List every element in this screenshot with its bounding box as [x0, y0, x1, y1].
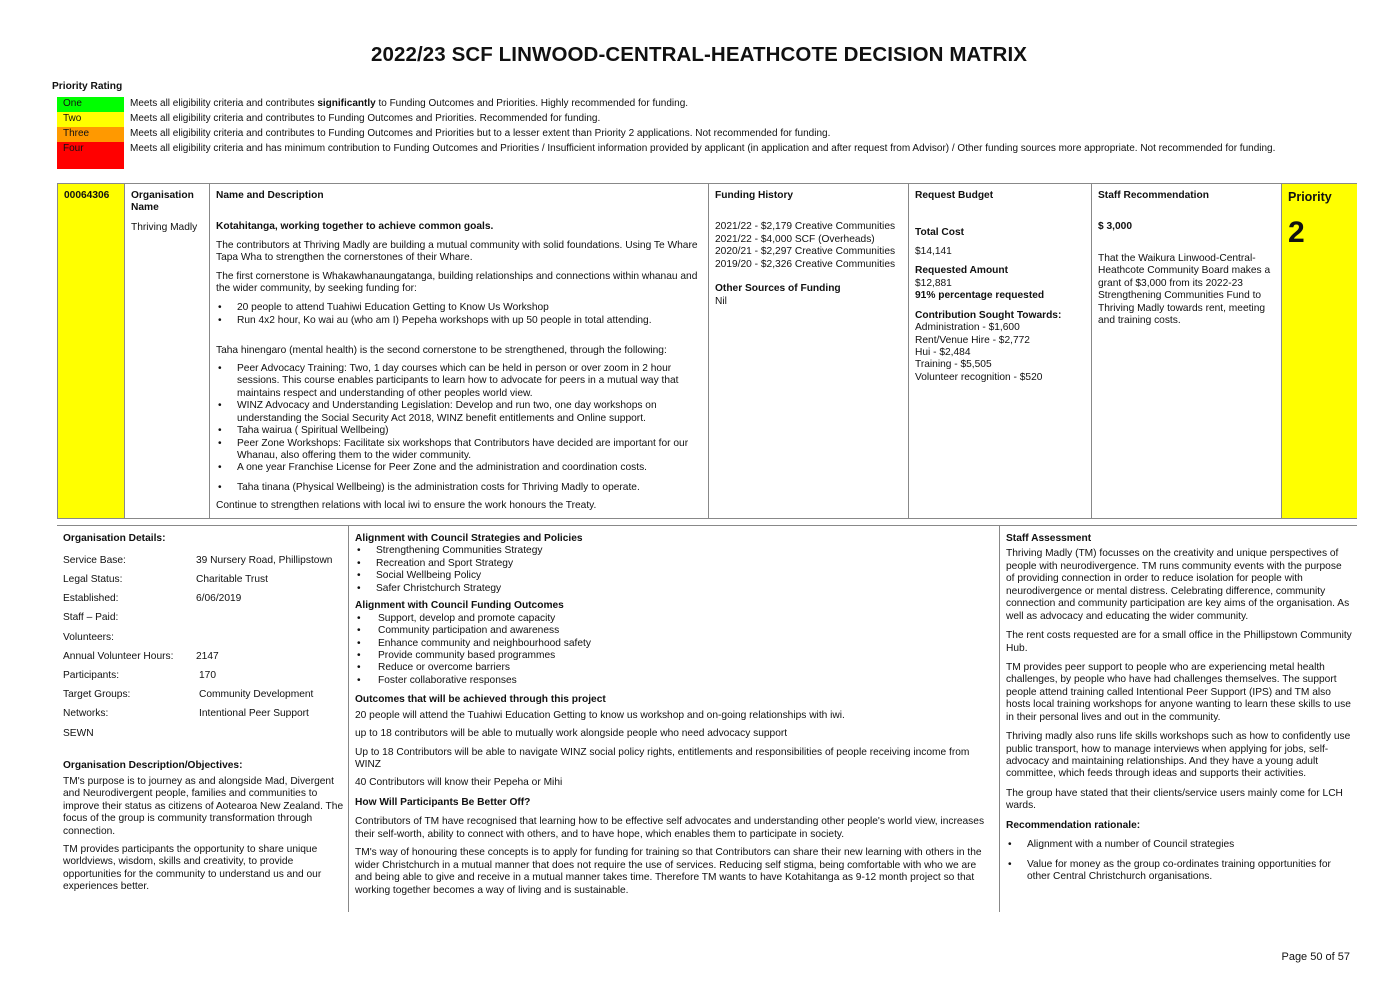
- priority-header: Priority: [1288, 190, 1332, 204]
- detail-value: 6/06/2019: [196, 593, 242, 605]
- other-sources-value: Nil: [715, 295, 727, 307]
- strategy-item: • Social Wellbeing Policy: [355, 570, 995, 582]
- alignment-section: [355, 525, 995, 912]
- priority-cell: [1282, 184, 1357, 518]
- strategy-item: • Safer Christchurch Strategy: [355, 583, 995, 595]
- other-sources-label: Other Sources of Funding: [715, 283, 841, 295]
- detail-label: Annual Volunteer Hours:: [63, 650, 174, 662]
- contribution-item: Administration - $1,600: [915, 322, 1020, 334]
- funding-items-list-1: [216, 302, 702, 328]
- requested-amount-label: Requested Amount: [915, 265, 1009, 277]
- funding-outcome-item: • Support, develop and promote capacity: [355, 613, 995, 625]
- funding-history-entry: 2021/22 - $2,179 Creative Communities: [715, 221, 896, 233]
- priority-rating-row: [57, 127, 1317, 142]
- detail-label: Networks:: [63, 708, 109, 720]
- priority-description-text: Meets all eligibility criteria and contributes to Funding Outcomes and Priorities. Recommended for funding.: [130, 113, 601, 124]
- priority-level-description: [124, 142, 1275, 169]
- funding-outcome-item: • Reduce or overcome barriers: [355, 662, 995, 674]
- assessment-paragraph: Thriving Madly (TM) focusses on the creativity and unique perspectives of people with neurodivergence. TM runs community events with the purpose of providing connection in order to reduce isolation for people with neurodivergence or mental distress. Celebrating difference, community connection and community participation are key aims of the organisation. As well as advocacy and educating the wider community.: [1006, 548, 1350, 622]
- name-description-cell: [210, 184, 709, 518]
- staff-assessment-section: [1006, 525, 1352, 912]
- contribution-list: [915, 322, 1085, 384]
- recommendation-text: That the Waikura Linwood-Central-Heathcote Community Board makes a grant of $3,000 from its 2022-23 Strengthening Communities Fund to Thriving Madly towards rent, meeting and training costs.: [1098, 252, 1271, 327]
- funding-outcome-item: • Foster collaborative responses: [355, 675, 995, 687]
- total-cost-value: $14,141: [915, 245, 952, 257]
- organisation-details-section: [63, 525, 345, 912]
- staff-assessment-paragraphs: [1006, 548, 1352, 812]
- detail-label: Participants:: [63, 669, 120, 681]
- priority-rating-row: [57, 142, 1317, 169]
- detail-value: 2147: [196, 650, 219, 662]
- staff-assessment-heading: Staff Assessment: [1006, 533, 1092, 544]
- funding-history-cell: [709, 184, 909, 518]
- detail-label: Legal Status:: [63, 574, 123, 585]
- priority-level-label: Three: [57, 127, 124, 142]
- achieved-outcomes-heading: Outcomes that will be achieved through this project: [355, 694, 606, 706]
- detail-row: [63, 609, 345, 628]
- assessment-paragraph: TM provides peer support to people who are experiencing metal health challenges, by people who have had challenges themselves. The support people attend training called Intentional Peer Support (IPS) and TM also hosts local training workshops for anyone wanting to learn these skills to use in their personal lives and out in the community.: [1006, 661, 1351, 723]
- name-description-header: Name and Description: [216, 190, 324, 201]
- application-id-cell: [58, 184, 125, 518]
- priority-description-text-end: to Funding Outcomes and Priorities. Highly recommended for funding.: [375, 98, 689, 109]
- description-paragraph-4: Continue to strengthen relations with local iwi to ensure the work honours the Treaty.: [216, 500, 597, 512]
- project-title: Kotahitanga, working together to achieve common goals.: [216, 221, 494, 233]
- funding-outcomes-heading: Alignment with Council Funding Outcomes: [355, 600, 564, 612]
- page-title: 2022/23 SCF LINWOOD-CENTRAL-HEATHCOTE DECISION MATRIX: [370, 43, 1028, 66]
- detail-value: 170: [199, 669, 216, 681]
- contribution-item: Volunteer recognition - $520: [915, 371, 1043, 383]
- description-paragraph-2: The first cornerstone is Whakawhanaungatanga, building relationships and connections within whanau and the wider community, by seeking funding for:: [216, 270, 698, 295]
- detail-label: Staff – Paid:: [63, 612, 119, 624]
- priority-level-label: One: [57, 97, 124, 112]
- funding-item: • Run 4x2 hour, Ko wai au (who am I) Pepeha workshops with up 50 people in total attending.: [216, 315, 702, 327]
- detail-row: [63, 647, 345, 666]
- achieved-outcome-item: Up to 18 Contributors will be able to navigate WINZ social policy rights, entitlements and responsibilities of people receiving income from WINZ: [355, 746, 970, 770]
- strategy-item: • Strengthening Communities Strategy: [355, 545, 995, 557]
- achieved-outcomes-list: [355, 710, 995, 790]
- priority-value: 2: [1288, 216, 1305, 250]
- rationale-item: • Value for money as the group co-ordinates training opportunities for other Central Christchurch organisations.: [1006, 859, 1352, 884]
- staff-recommendation-cell: [1092, 184, 1282, 518]
- total-cost-label: Total Cost: [915, 227, 965, 239]
- requested-amount-value: $12,881: [915, 277, 952, 289]
- funding-item: • Peer Zone Workshops: Facilitate six workshops that Contributors have decided are important for our Whanau, also offering them to the wider community.: [216, 438, 702, 463]
- priority-level-description: [124, 127, 830, 142]
- column-divider-2: [999, 526, 1000, 912]
- detail-value: Intentional Peer Support: [199, 708, 309, 720]
- funding-items-list-2: [216, 363, 702, 475]
- organisation-name-header: Organisation Name: [131, 190, 194, 214]
- detail-value: 39 Nursery Road, Phillipstown: [196, 554, 333, 566]
- rationale-heading: Recommendation rationale:: [1006, 819, 1141, 831]
- priority-level-description: [124, 97, 688, 112]
- application-table: [57, 183, 1357, 519]
- organisation-description-paragraph-2: TM provides participants the opportunity to share unique worldviews, wisdom, skills and creativity, to provide opportunities for the community to understand us and our experiences better.: [63, 843, 322, 893]
- detail-label: SEWN: [63, 727, 94, 739]
- description-paragraph-1: The contributors at Thriving Madly are building a mutual community with solid foundations. Using Te Whare Tapa Wha to strengthen the cornerstones of their Whare.: [216, 239, 698, 264]
- priority-description-text: Meets all eligibility criteria and contributes: [130, 98, 318, 109]
- organisation-description-paragraph-1: TM's purpose is to journey as and alongside Mad, Divergent and Neurodivergent people, families and communities to improve their status as citizens of Aotearoa New Zealand. The focus of the group is community transformation through connection.: [63, 775, 344, 837]
- detail-row: [63, 551, 345, 570]
- detail-label: Established:: [63, 593, 119, 605]
- organisation-description-heading: Organisation Description/Objectives:: [63, 760, 243, 772]
- funding-history-entry: 2021/22 - $4,000 SCF (Overheads): [715, 233, 875, 245]
- contribution-item: Training - $5,505: [915, 359, 992, 371]
- detail-label: Target Groups:: [63, 689, 131, 701]
- strategies-heading: Alignment with Council Strategies and Policies: [355, 533, 583, 544]
- organisation-name-cell: [125, 184, 210, 518]
- priority-description-emphasis: significantly: [317, 98, 376, 109]
- funding-item: • Taha wairua ( Spiritual Wellbeing): [216, 425, 702, 437]
- detail-value: Charitable Trust: [196, 574, 268, 585]
- funding-item: • 20 people to attend Tuahiwi Education Getting to Know Us Workshop: [216, 302, 702, 314]
- detail-value: Community Development: [199, 689, 314, 701]
- achieved-outcome-item: 20 people will attend the Tuahiwi Education Getting to know us workshop and on-going relationships with iwi.: [355, 709, 845, 721]
- funding-item: • A one year Franchise License for Peer Zone and the administration and coordination costs.: [216, 462, 702, 474]
- detail-row: [63, 667, 345, 686]
- funding-outcome-item: • Provide community based programmes: [355, 650, 995, 662]
- detail-row: [63, 724, 345, 743]
- assessment-paragraph: The rent costs requested are for a small office in the Phillipstown Community Hub.: [1006, 630, 1352, 654]
- application-id: 00064306: [64, 190, 110, 201]
- funding-item: • Peer Advocacy Training: Two, 1 day courses which can be held in person or over zoom in 2 hour sessions. This course enables participants to learn how to advocate for peers in a mutual way that maintains respect and understanding of other peoples world view.: [216, 363, 702, 400]
- strategies-list: [355, 545, 995, 595]
- contribution-item: Rent/Venue Hire - $2,772: [915, 334, 1030, 346]
- organisation-details-list: [63, 551, 345, 743]
- strategy-item: • Recreation and Sport Strategy: [355, 558, 995, 570]
- contribution-label: Contribution Sought Towards:: [915, 309, 1062, 321]
- priority-rating-row: [57, 112, 1317, 127]
- better-off-paragraph-1: Contributors of TM have recognised that learning how to be effective self advocates and understanding other people's world view, increases their self-worth, ability to connect with others, and to have hope, which enables them to participate in society.: [355, 816, 985, 840]
- detail-row: [63, 590, 345, 609]
- funding-history-entry: 2019/20 - $2,326 Creative Communities: [715, 258, 896, 270]
- detail-label: Volunteers:: [63, 631, 114, 643]
- column-divider-1: [348, 526, 349, 912]
- detail-row: [63, 686, 345, 705]
- detail-row: [63, 705, 345, 724]
- funding-item: • Taha tinana (Physical Wellbeing) is the administration costs for Thriving Madly to operate.: [216, 482, 702, 494]
- detail-row: [63, 628, 345, 647]
- rationale-item: • Alignment with a number of Council strategies: [1006, 839, 1352, 851]
- better-off-heading: How Will Participants Be Better Off?: [355, 796, 531, 808]
- priority-description-text: Meets all eligibility criteria and has minimum contribution to Funding Outcomes and Priorities / Insufficient information provided by applicant (in application and after request from Advisor) / Other funding sources more appropriate. Not recommended for funding.: [130, 143, 1276, 154]
- detail-row: [63, 571, 345, 590]
- funding-items-list-3: [216, 482, 702, 494]
- funding-history-header: Funding History: [715, 190, 794, 201]
- priority-level-label: Two: [57, 112, 124, 127]
- funding-item: • WINZ Advocacy and Understanding Legislation: Develop and run two, one day workshops on understanding the Social Security Act 2018, WINZ benefit entitlements and Online support.: [216, 400, 702, 425]
- better-off-paragraph-2: TM's way of honouring these concepts is to apply for funding for training so that Contributors can share their new learning with others in the wider Christchurch in a mutual manner that does not require the use of services. Reducing self stigma, being comfortable with who we are and being able to give and receive in a mutual manner takes time. Therefore TM wants to have Kotahitanga as 9-12 month project so that working together becomes a way of living and is sustainable.: [355, 847, 982, 896]
- page-number: Page 50 of 57: [1281, 951, 1350, 963]
- funding-outcome-item: • Enhance community and neighbourhood safety: [355, 638, 995, 650]
- rationale-list: [1006, 839, 1352, 883]
- staff-recommendation-header: Staff Recommendation: [1098, 190, 1209, 201]
- priority-description-text: Meets all eligibility criteria and contributes to Funding Outcomes and Priorities but to a lesser extent than Priority 2 applications. Not recommended for funding.: [130, 128, 831, 139]
- organisation-details-heading: Organisation Details:: [63, 533, 166, 544]
- priority-rating-row: [57, 97, 1317, 112]
- priority-level-description: [124, 112, 600, 127]
- request-budget-cell: [909, 184, 1092, 518]
- request-budget-header: Request Budget: [915, 190, 994, 201]
- achieved-outcome-item: up to 18 contributors will be able to mutually work alongside people who need advocacy support: [355, 728, 788, 740]
- achieved-outcome-item: 40 Contributors will know their Pepeha or Mihi: [355, 777, 563, 789]
- description-paragraph-3: Taha hinengaro (mental health) is the second cornerstone to be strengthened, through the following:: [216, 344, 667, 356]
- percentage-requested: 91% percentage requested: [915, 290, 1045, 302]
- funding-history-entry: 2020/21 - $2,297 Creative Communities: [715, 246, 896, 258]
- recommended-amount: $ 3,000: [1098, 221, 1132, 233]
- funding-history-list: [715, 221, 902, 271]
- contribution-item: Hui - $2,484: [915, 346, 971, 358]
- priority-rating-heading: Priority Rating: [52, 81, 123, 92]
- organisation-name: Thriving Madly: [131, 221, 198, 233]
- funding-outcome-item: • Community participation and awareness: [355, 625, 995, 637]
- assessment-paragraph: The group have stated that their clients/service users mainly come for LCH wards.: [1006, 787, 1343, 812]
- detail-label: Service Base:: [63, 554, 126, 566]
- priority-level-label: Four: [57, 142, 124, 169]
- funding-outcomes-list: [355, 613, 995, 688]
- assessment-paragraph: Thriving madly also runs life skills workshops such as how to confidently use public transport, how to manage interviews when applying for jobs, self-advocacy and maintaining relationships. And they have a young adult committee, which feeds through ideas and supports their activities.: [1006, 731, 1351, 780]
